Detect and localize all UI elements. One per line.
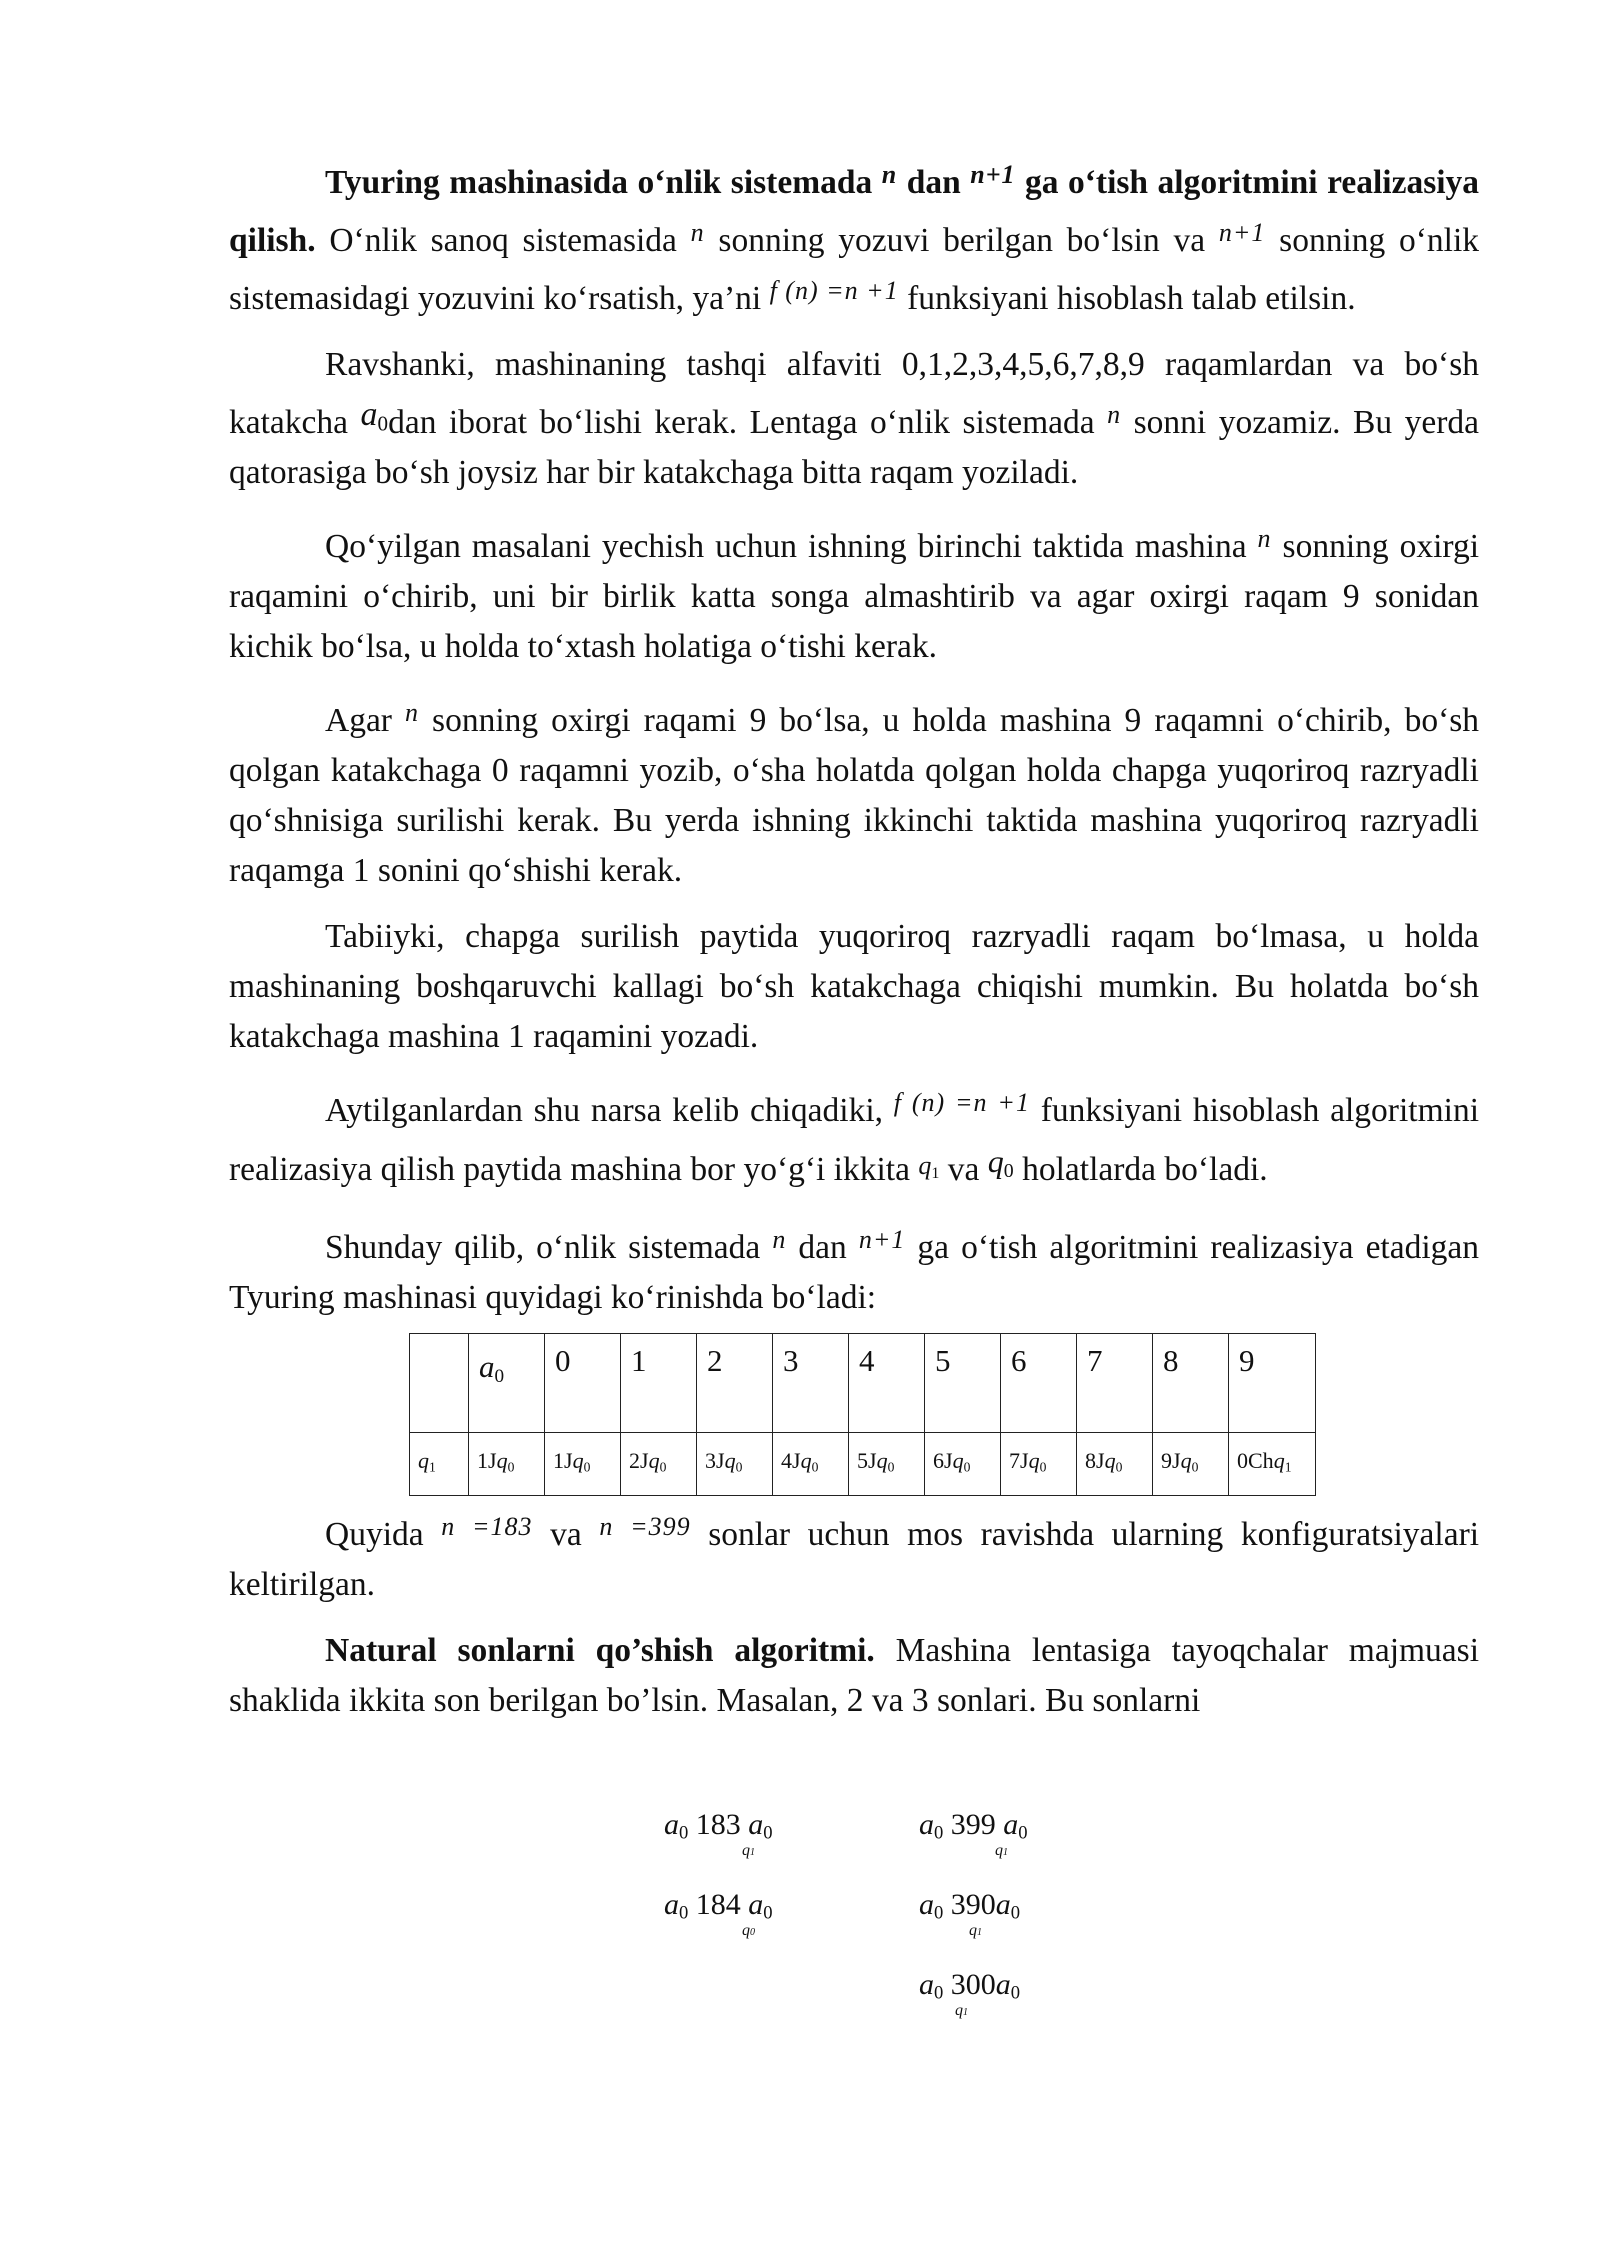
table-header-cell: 2 [697,1334,773,1433]
table-header-cell: 1 [621,1334,697,1433]
table-header-cell: 5 [925,1334,1001,1433]
table-header-cell: 0 [545,1334,621,1433]
config-399: $a_0$ 399 $a_0$ q1 [919,1808,1028,1859]
document-body [229,150,1479,1742]
table-row-label: $q_1$ [410,1433,469,1496]
turing-machine-table [409,1333,1316,1496]
table-cell: $8Jq_0$ [1077,1433,1153,1496]
symbol-q0: $q_0$ [987,1143,1014,1183]
table-cell: $1Jq_0$ [469,1433,545,1496]
formula-f-n-2: f (n) =n +1 [893,1088,1030,1118]
table-header-cell: 9 [1229,1334,1316,1433]
paragraph-1: Tyuring mashinasida o‘nlik sistemada $^n$ dan $^{n+1}$ ga o‘tish algoritmini realizasiya qilish. O‘nlik sanoq sistemasida $^n$ sonning yozuvi berilgan bo‘lsin va $^{n+1}$ sonning o‘nlik sistemasidagi yozuvini ko‘rsatish, ya’ni $^{f (n) =n +1}$ funksiyani hisoblash talab etilsin. [229,160,1480,317]
table-cell: 0Chq$_1$ [1229,1433,1316,1496]
config-390: $a_0$ $390a_0$ q1 [919,1888,1021,1939]
table-header-cell: 3 [773,1334,849,1433]
paragraph-2: Ravshanki, mashinaning tashqi alfaviti 0,1,2,3,4,5,6,7,8,9 raqamlardan va bo‘sh katakcha $a_0dan$ iborat bo‘lishi kerak. Lentaga o‘nlik sistemada $^n$ sonni yozamiz. Bu yerda qatorasiga bo‘sh joysiz har bir katakchaga bitta raqam yoziladi. [229,346,1479,492]
config-183: $a_0$ 183 $a_0$ q1 [664,1808,773,1859]
config-184: $a_0$ 184 $a_0$ q0 [664,1888,773,1939]
table-header-cell: 8 [1153,1334,1229,1433]
section-title-2: Natural sonlarni qo’shish algoritmi. [325,1632,875,1670]
symbol-q1: $q_1$ [918,1151,940,1183]
section-title-1: Tyuring mashinasida o‘nlik sistemada $^n$ dan $^{n+1}$ ga o‘tish algoritmini realizasiya qilish. [229,160,1480,259]
table-cell: $6Jq_0$ [925,1433,1001,1496]
table-header-row [410,1334,1316,1433]
table-header-cell: 6 [1001,1334,1077,1433]
config-300: $a_0$ $300a_0$ q1 [919,1968,1021,2019]
symbol-a0: $a_0$ [360,396,389,436]
paragraph-4: Agar $^n$ sonning oxirgi raqami 9 bo‘lsa, u holda mashina 9 raqamni o‘chirib, bo‘sh qolgan katakchaga 0 raqamni yozib, o‘sha holatda qolgan holda chapga yuqoriroq razryadli qo‘shnisiga surilishi kerak. Bu yerda ishning ikkinchi taktida mashina yuqoriroq razryadli raqamga 1 sonini qo‘shishi kerak. [229,698,1480,890]
table-header-cell [410,1334,469,1433]
table-header-cell: $a_0$ [469,1334,545,1433]
paragraph-8: Quyida $^{n =183}$ va $^{n =399}$ sonlar uchun mos ravishda ularning konfiguratsiyalari keltirilgan. [229,1512,1480,1604]
formula-f-n: f (n) =n +1 [769,276,899,305]
table-header-cell: 7 [1077,1334,1153,1433]
table-cell: $9Jq_0$ [1153,1433,1229,1496]
table-cell: $2Jq_0$ [621,1433,697,1496]
paragraph-6: Aytilganlardan shu narsa kelib chiqadiki, $^{f (n) =n +1}$ funksiyani hisoblash algoritmini realizasiya qilish paytida mashina bor yo‘g‘i ikkita $q_1$ va $q_0$ holatlarda bo‘ladi. [229,1088,1479,1189]
table-cell: $1Jq_0$ [545,1433,621,1496]
table-header-cell: 4 [849,1334,925,1433]
table-row [410,1433,1316,1496]
paragraph-7: Shunday qilib, o‘nlik sistemada $^n$ dan $^{n+1}$ ga o‘tish algoritmini realizasiya etadigan Tyuring mashinasi quyidagi ko‘rinishda bo‘ladi: [229,1225,1480,1317]
paragraph-3: Qo‘yilgan masalani yechish uchun ishning birinchi taktida mashina $^n$ sonning oxirgi raqamini o‘chirib, uni bir birlik katta songa almashtirib va agar oxirgi raqam 9 sonidan kichik bo‘lsa, u holda to‘xtash holatiga o‘tishi kerak. [229,524,1480,666]
table-cell: $3Jq_0$ [697,1433,773,1496]
table-cell: $7Jq_0$ [1001,1433,1077,1496]
table-cell: $4Jq_0$ [773,1433,849,1496]
paragraph-9: Natural sonlarni qo’shish algoritmi. Mashina lentasiga tayoqchalar majmuasi shaklida ikkita son berilgan bo’lsin. Masalan, 2 va 3 sonlari. Bu sonlarni [229,1632,1480,1720]
paragraph-5: Tabiiyki, chapga surilish paytida yuqoriroq razryadli raqam bo‘lmasa, u holda mashinaning boshqaruvchi kallagi bo‘sh katakchaga chiqishi mumkin. Bu holatda bo‘sh katakchaga mashina 1 raqamini yozadi. [229,918,1479,1056]
table-cell: $5Jq_0$ [849,1433,925,1496]
